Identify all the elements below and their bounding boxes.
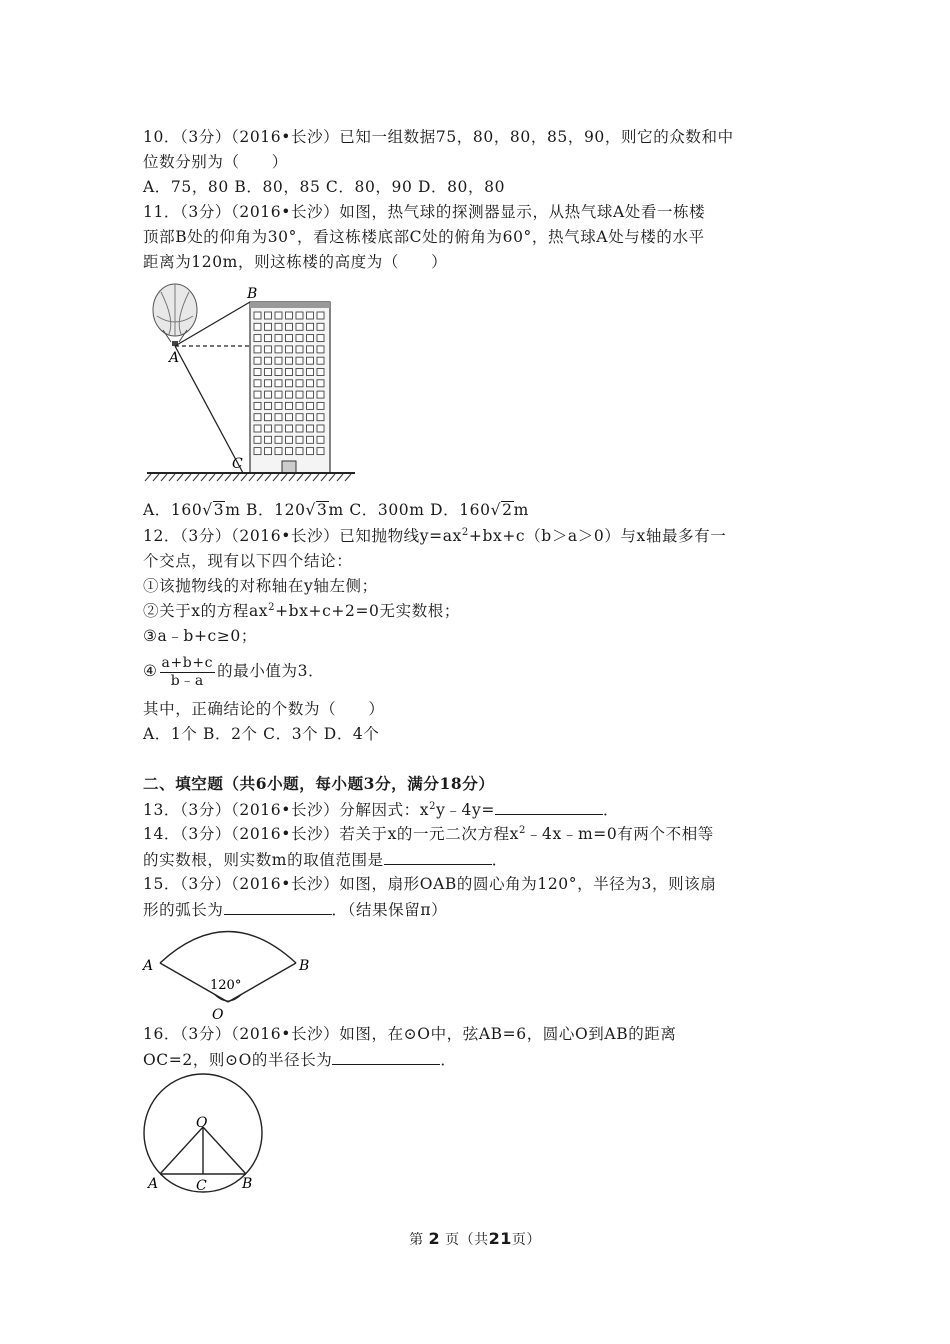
q12-line1-post: +bx+c（b＞a＞0）与x轴最多有一 [468,527,727,545]
building-window [317,414,324,421]
building-window [254,391,261,398]
building-window [307,369,314,376]
ground-hatch [225,474,231,481]
q13-sup: 2 [429,801,437,812]
building-window [275,335,282,342]
footer-post: 页） [511,1232,541,1248]
building-window [296,369,303,376]
angle-label: 120° [210,978,242,993]
building-window [307,357,314,364]
building-icon [250,302,330,473]
label-o: O [196,1115,208,1131]
building-window [275,414,282,421]
q12-line1 [143,526,726,546]
sector-figure [140,922,320,1022]
q15-line2 [143,899,447,920]
q14-line1 [143,824,714,844]
sqrt-sign: √ [305,501,317,519]
building-window [317,335,324,342]
q12-line1-sup: 2 [461,527,469,538]
page-total: 21 [488,1229,512,1248]
building-window [296,448,303,455]
building-window [254,335,261,342]
answer-blank[interactable] [332,1049,440,1065]
ground-hatch [273,474,279,481]
building-window [265,369,272,376]
building-window [265,448,272,455]
ground-hatch [193,474,199,481]
building-window [254,357,261,364]
building-window [275,402,282,409]
building-window [307,335,314,342]
building-window [286,346,293,353]
building-window [275,312,282,319]
building-window [286,323,293,330]
ground-hatch [265,474,271,481]
ground-hatch [345,474,351,481]
section-title: 二、填空题（共6小题，每小题3分，满分18分） [143,774,495,793]
building-window [265,380,272,387]
building-window [254,346,261,353]
label-c: C [196,1178,207,1194]
q12-question: 其中，正确结论的个数为（ ） [143,700,385,718]
building-window [286,436,293,443]
q12-c2-pre: ②关于x的方程ax [143,602,269,620]
q11-opt-b-radicand: 3 [317,501,328,519]
building-window [254,448,261,455]
sqrt-sign: √ [202,501,213,519]
ground-hatch [233,474,239,481]
building-window [254,414,261,421]
building-window [307,391,314,398]
ground-hatch [289,474,295,481]
building-window [296,357,303,364]
building-window [296,436,303,443]
building-window [265,391,272,398]
building-window [296,312,303,319]
label-b: B [299,958,310,974]
q12-c2-post: +bx+c+2=0无实数根； [275,602,461,620]
fraction-numerator: a+b+c [161,654,214,671]
building-window [317,346,324,353]
q12-conclusion-4 [143,652,324,690]
hot-air-balloon-building-figure [143,280,363,485]
answer-blank[interactable] [495,799,603,815]
building-window [275,323,282,330]
building-window [317,312,324,319]
q12-line1-pre: 12．（3分）（2016•长沙）已知抛物线y=ax [143,527,462,545]
building-window [307,323,314,330]
building-window [254,369,261,376]
ground-hatch [169,474,175,481]
ground-hatch [209,474,215,481]
q14-line2-end: ． [491,851,508,869]
ground-hatch [153,474,159,481]
label-a: A [143,958,154,974]
q13-post: y﹣4y= [436,801,495,819]
q11-opt-a-prefix: A．160 [143,501,203,519]
building-window [286,391,293,398]
sqrt-sign: √ [490,501,502,519]
q12-c4-pre: ④ [143,662,158,680]
building-window [265,425,272,432]
q12-options: A．1个 B．2个 C．3个 D．4个 [143,725,380,743]
building-window [275,391,282,398]
building-window [286,448,293,455]
building-window [296,346,303,353]
footer-mid: 页（共 [445,1232,489,1248]
q11-opt-a-radicand: 3 [213,501,225,519]
ground-hatch [313,474,319,481]
q12-conclusion-2 [143,601,460,621]
building-window [317,391,324,398]
building-window [254,402,261,409]
building-window [286,414,293,421]
label-a: A [169,350,180,366]
label-c: C [232,456,243,472]
q13-line [143,799,619,820]
q13-end: ． [602,801,620,819]
q14-line1-pre: 14．（3分）（2016•长沙）若关于x的一元二次方程x [143,825,519,843]
fraction-denominator: b﹣a [170,672,204,689]
answer-blank[interactable] [224,899,332,915]
building-window [307,448,314,455]
building-window [265,436,272,443]
q13-pre: 13．（3分）（2016•长沙）分解因式：x [143,801,430,819]
q14-line2-pre: 的实数根，则实数m的取值范围是 [143,851,384,869]
q16-line2 [143,1049,457,1070]
q11-line3: 距离为120m，则这栋楼的高度为（ ） [143,253,448,271]
label-a: A [148,1176,159,1192]
building-window [254,380,261,387]
ground-hatch [201,474,207,481]
ground-hatch [185,474,191,481]
ground-hatch [217,474,223,481]
building-window [275,380,282,387]
building-window [275,357,282,364]
building-window [307,402,314,409]
ground-hatch [177,474,183,481]
building-window [296,425,303,432]
q12-fraction [160,655,216,690]
building-window [254,425,261,432]
label-b: B [242,1176,253,1192]
building-window [265,357,272,364]
q16-line2-pre: OC=2，则⊙O的半径长为 [143,1051,333,1069]
building-window [275,425,282,432]
q14-line1-post: ﹣4x﹣m=0有两个不相等 [525,825,714,843]
building-window [265,414,272,421]
ground-hatch [145,474,151,481]
q12-c4-post: 的最小值为3． [217,662,325,680]
building-window [296,380,303,387]
building-window [254,312,261,319]
building-window [317,357,324,364]
building-window [307,425,314,432]
building-window [275,436,282,443]
q12-c2-sup: 2 [268,602,276,613]
q11-opt-end: m [513,501,529,519]
building-window [307,414,314,421]
ground-hatch [337,474,343,481]
q11-line1: 11．（3分）（2016•长沙）如图，热气球的探测器显示，从热气球A处看一栋楼 [143,203,706,221]
building-window [265,346,272,353]
building-window [317,436,324,443]
circle-chord-figure [140,1072,270,1196]
q11-opt-d-radicand: 2 [502,501,513,519]
ground-hatch [329,474,335,481]
building-window [317,369,324,376]
building-window [307,346,314,353]
building-window [286,380,293,387]
q11-line2: 顶部B处的仰角为30°，看这栋楼底部C处的俯角为60°，热气球A处与楼的水平 [143,228,705,246]
building-window [307,312,314,319]
building-window [275,448,282,455]
q15-line2-pre: 形的弧长为 [143,901,224,919]
ground-hatch [297,474,303,481]
building-window [296,414,303,421]
building-window [296,323,303,330]
building-window [307,436,314,443]
building-window [286,335,293,342]
building-window [286,369,293,376]
building-window [317,402,324,409]
q15-line1: 15．（3分）（2016•长沙）如图，扇形OAB的圆心角为120°，半径为3，则该扇 [143,875,717,893]
building-window [254,436,261,443]
building-window [286,402,293,409]
label-o: O [212,1007,224,1022]
building-window [265,402,272,409]
ground-hatch [241,474,247,481]
q11-opt-b-prefix: m B．120 [225,501,306,519]
q16-line2-end: ． [440,1051,457,1069]
ground-hatch [161,474,167,481]
q15-line2-post: ．（结果保留π） [331,901,448,919]
q11-options [143,500,529,520]
building-window [265,312,272,319]
building-window [286,312,293,319]
building-window [317,380,324,387]
q14-line1-sup: 2 [518,825,526,836]
ground-hatch [249,474,255,481]
building-window [296,335,303,342]
building-window [317,323,324,330]
building-window [286,357,293,364]
footer-pre: 第 [409,1232,424,1248]
q10-options: A．75，80 B．80，85 C．80，90 D．80，80 [143,178,506,196]
building-window [317,448,324,455]
q14-line2 [143,849,508,870]
building-window [296,391,303,398]
building-window [275,346,282,353]
ground-hatch [281,474,287,481]
ground-hatch [321,474,327,481]
building-window [254,323,261,330]
building-window [307,380,314,387]
building-window [317,425,324,432]
label-b: B [247,286,258,302]
q11-opt-c: m C．300m D．160 [328,501,491,519]
building-window [265,335,272,342]
page-number: 2 [428,1229,441,1248]
q12-conclusion-3: ③a﹣b+c≥0； [143,627,257,645]
building-window [286,425,293,432]
building-window [296,402,303,409]
page-footer [0,1229,950,1249]
building-window [265,323,272,330]
answer-blank[interactable] [384,849,492,865]
q12-line2: 个交点，现有以下四个结论： [143,552,353,570]
q10-line1: 10．（3分）（2016•长沙）已知一组数据75，80，80，85，90，则它的众数和中 [143,128,734,146]
q10-line2: 位数分别为（ ） [143,153,288,171]
ground-hatch [305,474,311,481]
q12-conclusion-1: ①该抛物线的对称轴在y轴左侧； [143,577,378,595]
q16-line1: 16．（3分）（2016•长沙）如图，在⊙O中，弦AB=6，圆心O到AB的距离 [143,1025,677,1043]
building-window [275,369,282,376]
ground-hatch [257,474,263,481]
